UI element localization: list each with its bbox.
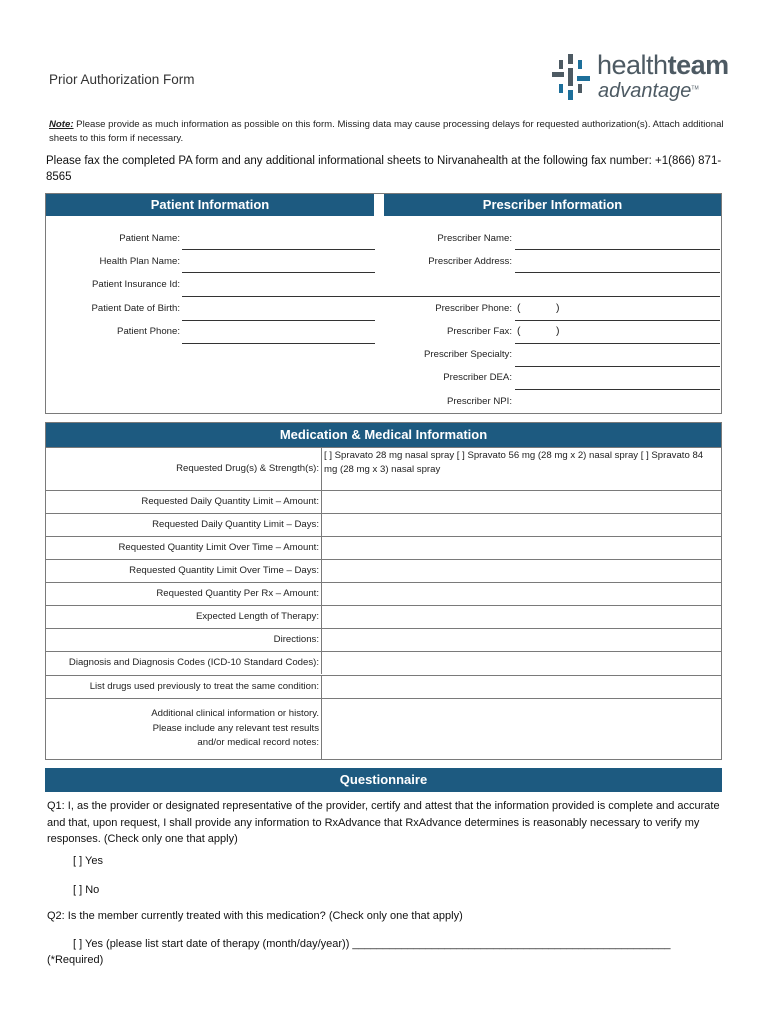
prescriber-phone-label: Prescriber Phone: (435, 303, 512, 314)
additional-info-line: Additional clinical information or history. (151, 708, 319, 719)
logo-cross-icon (550, 52, 592, 102)
patient-insurance-id-field[interactable] (182, 296, 720, 297)
prescriber-dea-label: Prescriber DEA: (443, 372, 512, 383)
med-row (46, 605, 721, 628)
additional-info-line: Please include any relevant test results (152, 722, 319, 734)
med-row-additional-info (46, 698, 721, 759)
patient-phone-label: Patient Phone: (117, 326, 180, 337)
med-row-label: Expected Length of Therapy: (195, 611, 319, 622)
patient-dob-label: Patient Date of Birth: (91, 303, 180, 314)
section-gap (374, 194, 384, 216)
q1-no-option[interactable]: [ ] No (73, 884, 100, 896)
health-plan-name-label: Health Plan Name: (99, 256, 180, 267)
questionnaire-section-header: Questionnaire (45, 768, 722, 792)
med-row (46, 651, 721, 674)
required-note: (*Required) (47, 954, 104, 966)
prescriber-name-field[interactable] (515, 249, 720, 250)
q1-yes-option[interactable]: [ ] Yes (73, 855, 103, 867)
additional-info-label (151, 707, 319, 751)
med-row (46, 513, 721, 536)
prescriber-phone-paren-close: ) (556, 302, 560, 314)
med-row-field[interactable] (321, 491, 721, 513)
patient-name-field[interactable] (182, 249, 375, 250)
health-plan-name-field[interactable] (182, 272, 375, 273)
form-title: Prior Authorization Form (49, 72, 195, 87)
med-row-label: Requested Quantity Per Rx – Amount: (156, 588, 319, 599)
prescriber-dea-field[interactable] (515, 389, 720, 390)
q2-yes-option[interactable]: [ ] Yes (please list start date of therapy (month/day/year)) ____________________________________________________ (73, 938, 671, 950)
patient-insurance-id-label: Patient Insurance Id: (92, 279, 180, 290)
patient-section-header: Patient Information (46, 194, 374, 216)
med-row (46, 675, 721, 698)
prescriber-phone-field[interactable] (515, 320, 720, 321)
med-row-field[interactable] (321, 676, 721, 698)
healthteam-advantage-logo (550, 50, 729, 106)
med-row-label: Requested Daily Quantity Limit – Amount: (141, 496, 319, 507)
prescriber-address-label: Prescriber Address: (428, 256, 512, 267)
med-row-field[interactable] (321, 537, 721, 559)
med-row-label: Diagnosis and Diagnosis Codes (ICD-10 Standard Codes): (68, 657, 319, 668)
med-row (46, 582, 721, 605)
medication-section-header: Medication & Medical Information (46, 423, 721, 447)
med-row (46, 628, 721, 651)
patient-name-label: Patient Name: (119, 233, 180, 244)
prescriber-section-header: Prescriber Information (384, 194, 721, 216)
additional-info-line: and/or medical record notes: (197, 737, 319, 748)
med-row-label: Requested Daily Quantity Limit – Days: (152, 519, 319, 530)
med-row-label: List drugs used previously to treat the same condition: (89, 681, 319, 692)
prescriber-specialty-field[interactable] (515, 366, 720, 367)
med-row-field[interactable] (321, 560, 721, 582)
med-row-label: Requested Quantity Limit Over Time – Days: (129, 565, 319, 576)
additional-info-field[interactable] (321, 699, 721, 759)
med-row-label: Requested Quantity Limit Over Time – Amount: (118, 542, 319, 553)
med-row (46, 490, 721, 513)
patient-dob-field[interactable] (182, 320, 375, 321)
prescriber-phone-paren-open: ( (517, 302, 521, 314)
logo-wordmark: healthteam (597, 50, 729, 80)
med-row-drug: Requested Drug(s) & Strength(s): (46, 447, 721, 490)
patient-phone-field[interactable] (182, 343, 375, 344)
note-text: Note: Please provide as much information as possible on this form. Missing data may cause processing delays for requested authorization(s). Attach additional sheets to this form if necessary. (49, 119, 724, 144)
prescriber-address-field[interactable] (515, 272, 720, 273)
drug-options-text[interactable]: [ ] Spravato 28 mg nasal spray [ ] Spravato 56 mg (28 mg x 2) nasal spray [ ] Spravato 84 mg (28 mg x 3) nasal spray (324, 450, 704, 475)
prescriber-fax-paren-open: ( (517, 325, 521, 337)
prescriber-specialty-label: Prescriber Specialty: (424, 349, 512, 360)
med-row-field[interactable] (321, 652, 721, 674)
prescriber-npi-label: Prescriber NPI: (446, 396, 512, 407)
prescriber-fax-label: Prescriber Fax: (446, 326, 512, 337)
med-row (46, 536, 721, 559)
med-row-field[interactable] (321, 514, 721, 536)
med-row (46, 559, 721, 582)
prescriber-fax-paren-close: ) (556, 325, 560, 337)
med-row-label: Directions: (273, 634, 319, 645)
med-row-field[interactable] (321, 583, 721, 605)
prescriber-fax-field[interactable] (515, 343, 720, 344)
question-2-text: Q2: Is the member currently treated with this medication? (Check only one that apply) (47, 910, 463, 922)
med-row-field[interactable] (321, 606, 721, 628)
med-row-field[interactable] (321, 629, 721, 651)
fax-instructions: Please fax the completed PA form and any additional informational sheets to Nirvanahealth at the following fax number: +1(866) 871-8565 (46, 155, 722, 183)
question-1-text: Q1: I, as the provider or designated representative of the provider, certify and attest that the information provided is complete and accurate and that, upon request, I shall provide any information to RxAdvance that RxAdvance determines is reasonably necessary to verify my responses. (Check only one that apply) (47, 800, 720, 845)
prescriber-name-label: Prescriber Name: (437, 233, 512, 244)
logo-subword: advantage™ (598, 80, 699, 102)
